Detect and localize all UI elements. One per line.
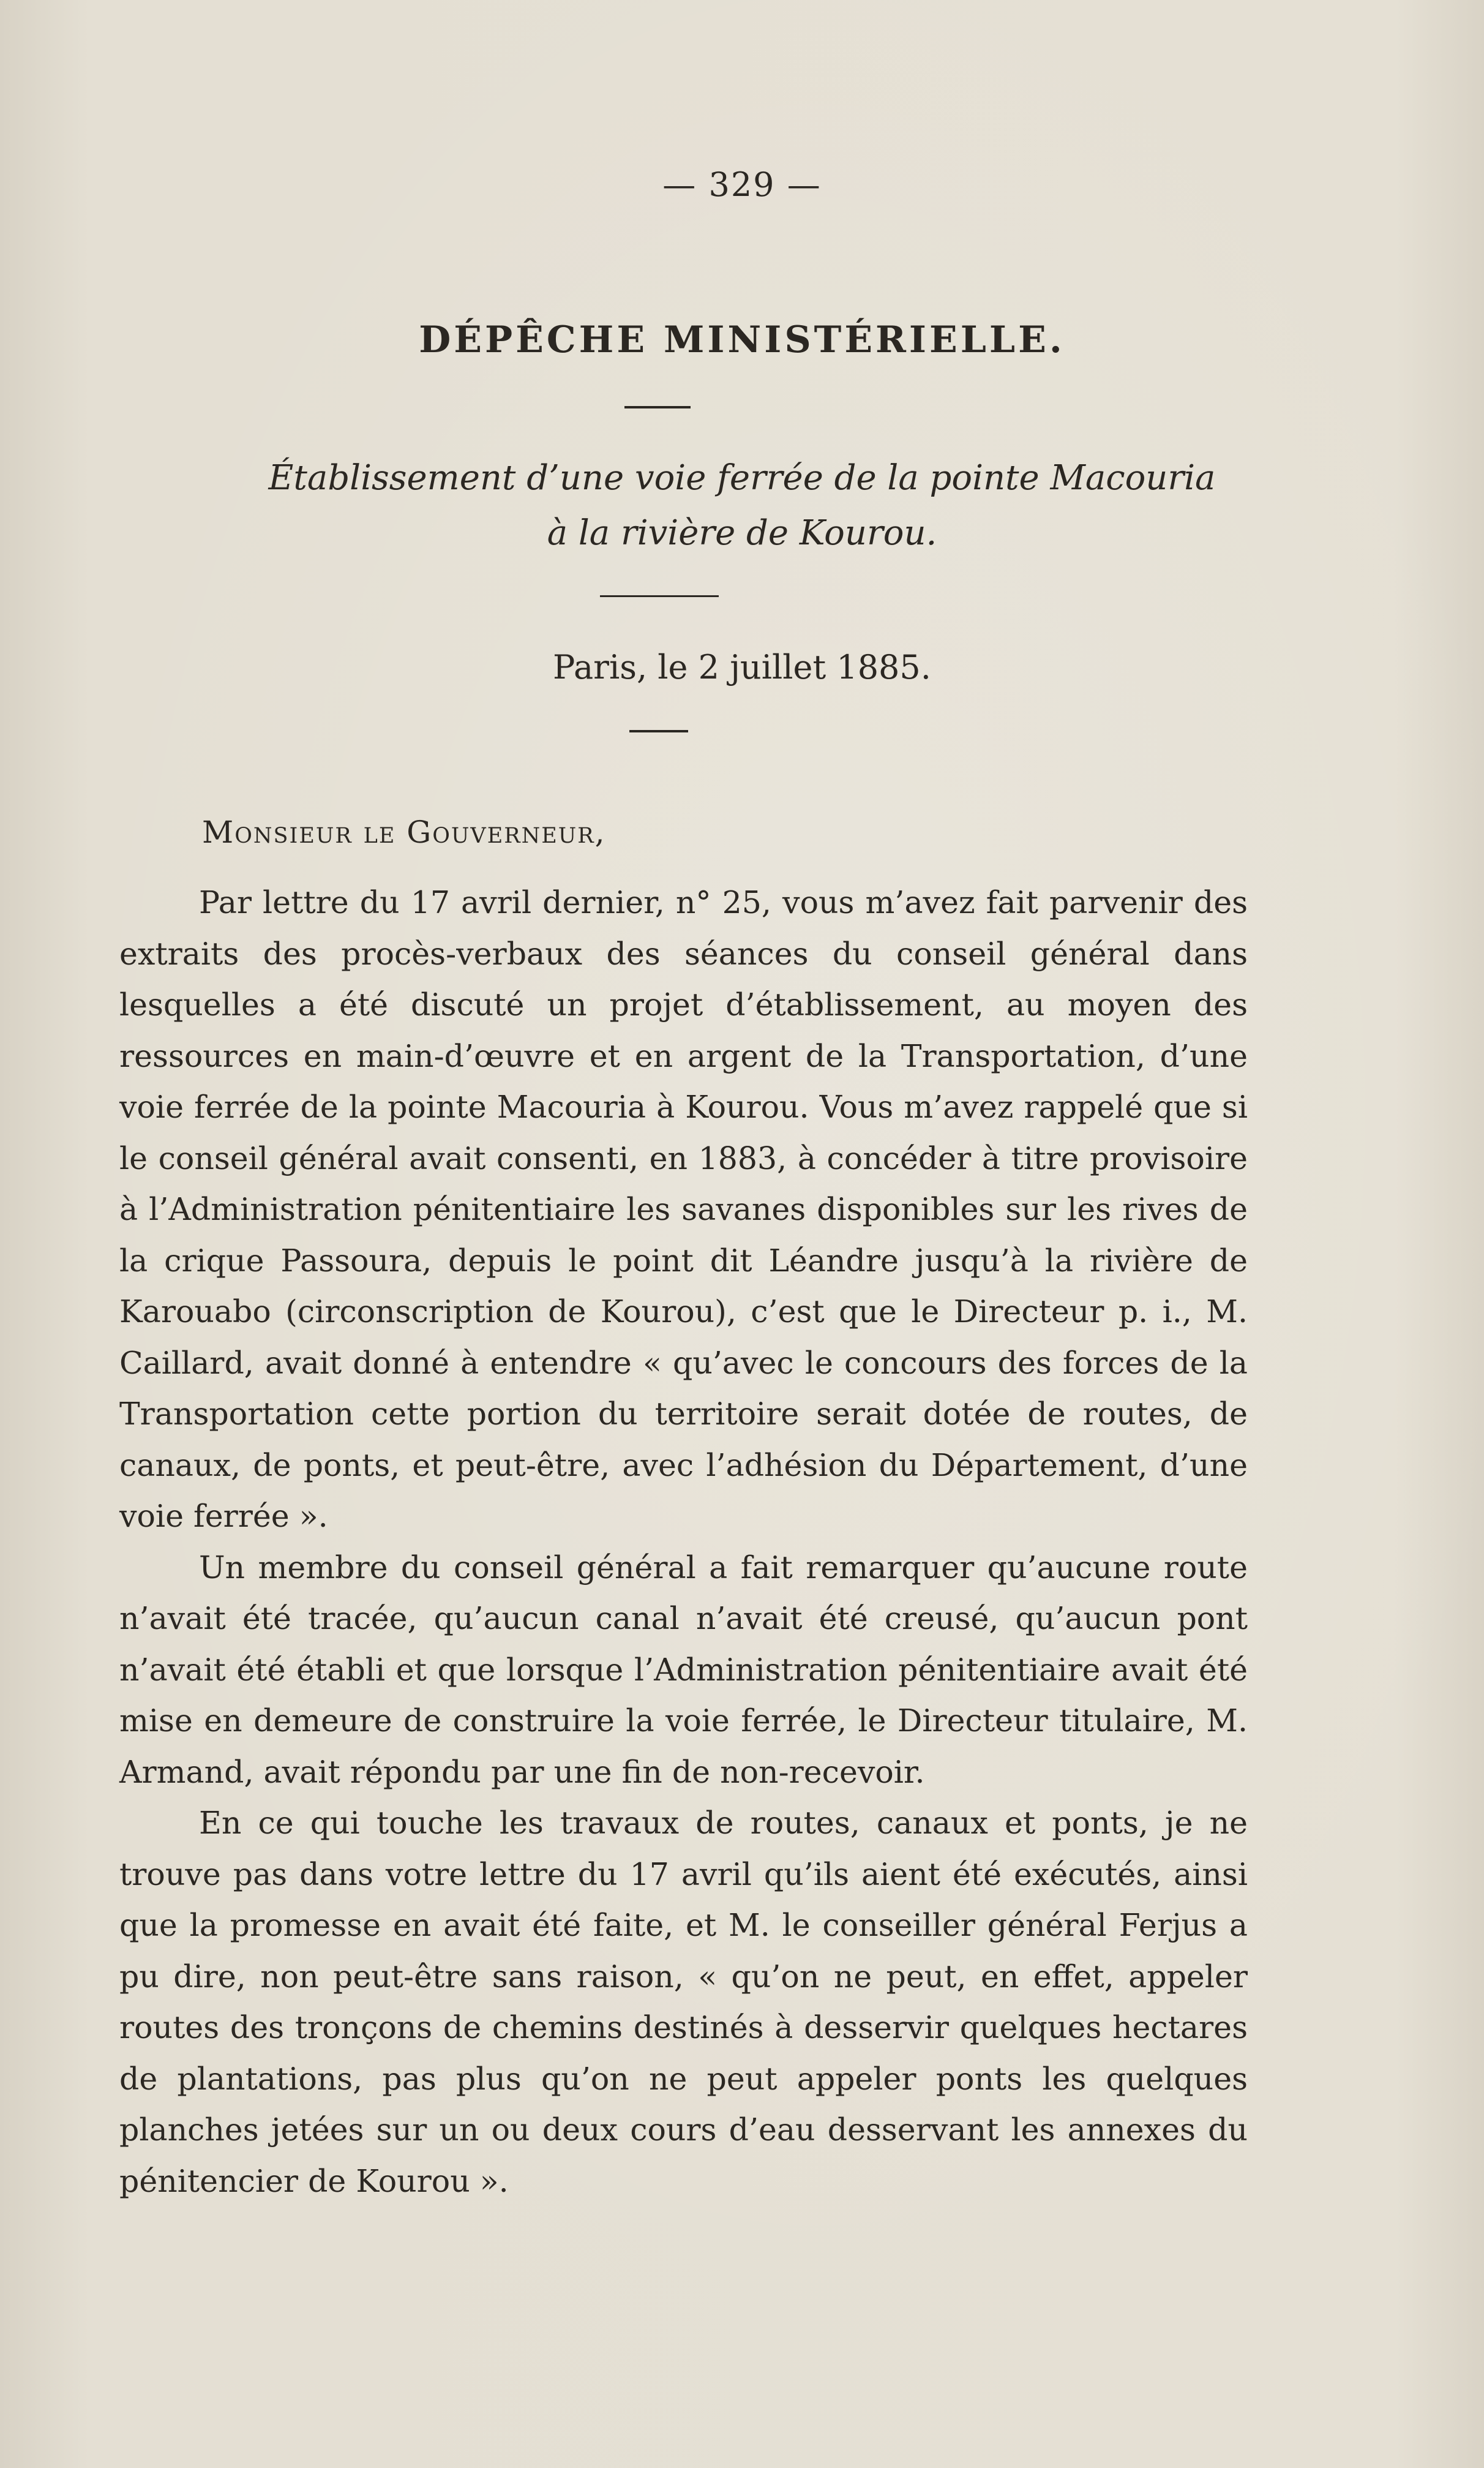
paragraph-2: Un membre du conseil général a fait remarquer qu’aucune route n’avait été tracée, qu’aucun canal n’avait été creusé, qu’aucun pont n’avait été établi et que lorsque l’Administration pénitentiaire avait été mise en demeure de construire la voie ferrée, le Directeur titulaire, M. Armand, avait répondu par une fin de non-recevoir.: [119, 1549, 1248, 1790]
dateline: Paris, le 2 juillet 1885.: [553, 648, 931, 687]
paragraph-1: Par lettre du 17 avril dernier, n° 25, vous m’avez fait parvenir des extraits des procès-verbaux des séances du conseil général dans lesquelles a été discuté un projet d’établissement, au moyen des ressources en main-d’œuvre et en argent de la Transportation, d’une voie ferrée de la pointe Macouria à Kourou. Vous m’avez rappelé que si le conseil général avait consenti, en 1883, à concéder à titre provisoire à l’Administration pénitentiaire les savanes disponibles sur les rives de la crique Passoura, depuis le point dit Léandre jusqu’à la rivière de Karouabo (circonscription de Kourou), c’est que le Directeur p. i., M. Caillard, avait donné à entendre « qu’avec le concours des forces de la Transportation cette portion du territoire serait dotée de routes, de canaux, de ponts, et peut-être, avec l’adhésion du Département, d’une voie ferrée ».: [119, 884, 1248, 1534]
paragraph-3: En ce qui touche les travaux de routes, canaux et ponts, je ne trouve pas dans votre lettre du 17 avril qu’ils aient été exécutés, ainsi que la promesse en avait été faite, et M. le conseiller général Ferjus a pu dire, non peut-être sans raison, « qu’on ne peut, en effet, appeler routes des tronçons de chemins destinés à desservir quelques hectares de plantations, pas plus qu’on ne peut appeler ponts les quelques planches jetées sur un ou deux cours d’eau desservant les annexes du pénitencier de Kourou ».: [119, 1805, 1248, 2199]
subtitle-line-1: Établissement d’une voie ferrée de la pointe Macouria: [268, 458, 1216, 498]
subtitle-line-2: à la rivière de Kourou.: [547, 513, 937, 553]
title-divider: [624, 406, 691, 408]
page-number: — 329 —: [662, 165, 822, 204]
dateline-divider: [629, 730, 688, 732]
letter-body: [119, 877, 1248, 2207]
subtitle-divider: [600, 595, 719, 597]
page-title: DÉPÊCHE MINISTÉRIELLE.: [419, 318, 1065, 361]
salutation: Monsieur le Gouverneur,: [202, 815, 606, 850]
